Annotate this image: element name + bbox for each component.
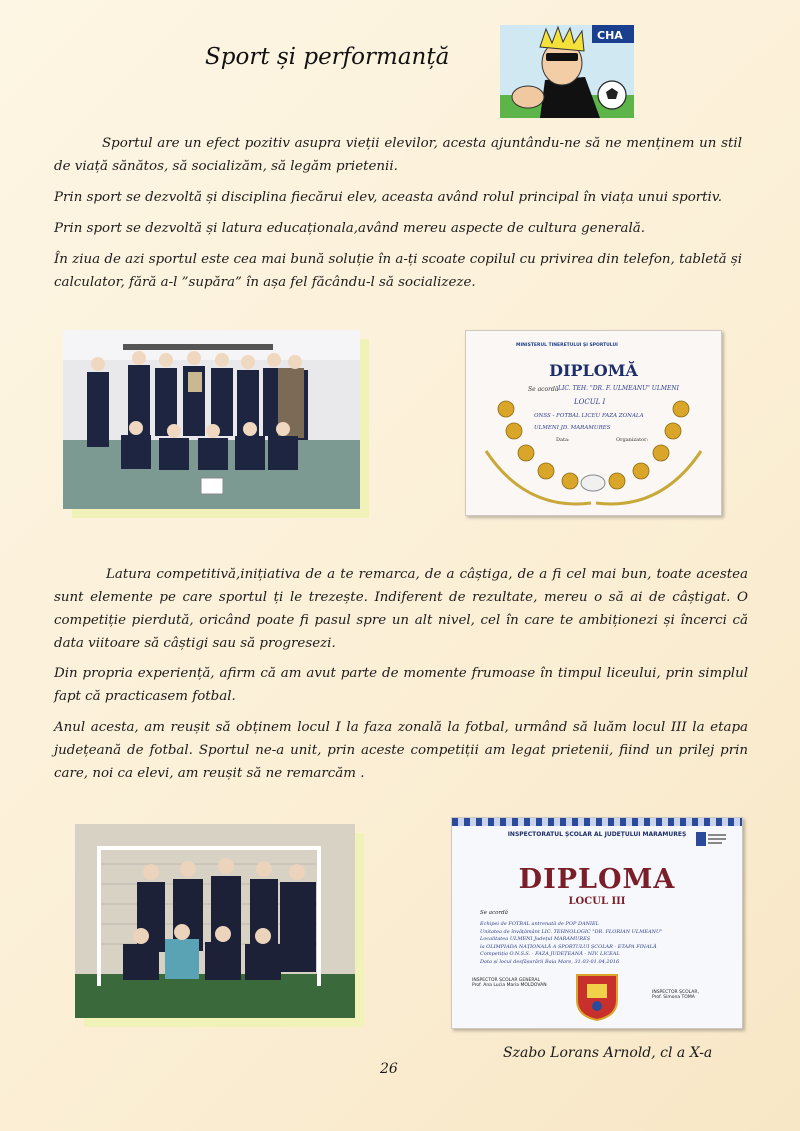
paragraph-1: Sportul are un efect pozitiv asupra vieții elevilor, acesta ajuntându-ne să ne menținem un stil de viață sănătos, să socializăm, să legăm prietenii. (54, 136, 742, 174)
diploma2-row: la OLIMPIADA NAȚIONALĂ A SPORTULUI ȘCOLAR - ETAPA FINALĂ (480, 943, 657, 950)
diploma1-awarded: Se acordă (528, 386, 559, 393)
page-number: 26 (380, 1061, 398, 1077)
paragraph-7: Anul acesta, am reușit să obținem locul I la faza zonală la fotbal, urmând să luăm locul III la etapa județeană de fotbal. Sportul ne-a unit, prin aceste competiții am legat prietenii, fiind un prilej prin care, noi ca elevi, am reușit să ne remarcăm . (54, 720, 748, 781)
diploma2-row: Localitatea ULMENI Județul MARAMUREȘ (480, 936, 591, 942)
county-coat-of-arms-icon (572, 970, 622, 1022)
paragraph-4: În ziua de azi sportul este cea mai bună soluție în a-ți scoate copilul cu privirea din telefon, tabletă și calculator, fără a-l ”supăra” în așa fel făcându-l să socializeze. (54, 252, 742, 290)
diploma2-details (480, 921, 720, 966)
ministry-logo-icon (696, 832, 726, 850)
right-sign-title: INSPECTOR ȘCOLAR, (652, 990, 699, 995)
team-photo-2 (75, 824, 355, 1018)
diploma2-row: Competiția O.N.S.S. - FAZA JUDEȚEANĂ - NIV. LICEAL (480, 951, 620, 957)
diploma1-header: MINISTERUL TINERETULUI ȘI SPORTULUI (516, 343, 618, 348)
diploma2-title: DIPLOMA (518, 864, 676, 895)
diploma1-title: DIPLOMĂ (549, 361, 638, 380)
diploma2-awarded: Se acordă (480, 910, 508, 916)
diploma2-row: Echipei de FOTBAL antrenată de POP DANIEL (480, 921, 599, 927)
left-sign-title: INSPECTOR ȘCOLAR GENERAL (472, 978, 540, 983)
diploma-zonal (465, 330, 722, 516)
diploma2-row: Unitatea de învățământ LIC. TEHNOLOGIC "DR. FLORIAN ULMEANU" (480, 928, 663, 935)
diploma1-organizer-label: Organizator: (616, 437, 649, 443)
left-sign-name: Prof. Ana Lucia Maria MOLDOVAN (472, 983, 547, 988)
banner-text: CHA (597, 29, 623, 42)
diploma2-left-sign (472, 978, 547, 988)
paragraph-5: Latura competitivă,inițiativa de a te remarca, de a câștiga, de a fi cel mai bun, toate acestea sunt elemente pe care sportul ți le trezește. Indiferent de rezultate, mereu o să ai de câștigat. O competiție pierdută, oricând poate fi pasul spre un alt nivel, cel în care te ambiționezi și încerci că data viitoare să câștigi sau să progresezi. (54, 567, 748, 651)
article-author: Szabo Lorans Arnold, cl a X-a (503, 1045, 713, 1061)
diploma1-location: ULMENI JD. MARAMURES (534, 425, 611, 431)
diploma2-place: LOCUL III (568, 896, 626, 907)
cartoon-player-image (500, 25, 634, 118)
paragraph-3: Prin sport se dezvoltă și latura educaționala,având mereu aspecte de cultura generală. (54, 221, 646, 236)
diploma1-date-label: Data: (556, 437, 570, 443)
diploma1-event: ONSS - FOTBAL LICEU FAZA ZONALA (534, 413, 644, 419)
diploma2-header: INSPECTORATUL ȘCOLAR AL JUDEȚULUI MARAMUREȘ (507, 831, 687, 838)
page-title: Sport și performanță (205, 44, 450, 70)
diploma1-place: LOCUL I (574, 398, 606, 406)
paragraph-6: Din propria experiență, afirm că am avut parte de momente frumoase în timpul liceului, prin simplul fapt că practicasem fotbal. (54, 666, 748, 704)
diploma-county (451, 817, 743, 1029)
diploma2-row: Data și locul desfășurării Baia Mare, 31.03-01.04.2016 (480, 958, 620, 965)
diploma2-right-sign (652, 990, 699, 1000)
right-sign-name: Prof. Simona TOMA (652, 995, 695, 1000)
paragraph-2: Prin sport se dezvoltă și disciplina fiecărui elev, aceasta având rolul principal în viața unui sportiv. (54, 190, 723, 205)
team-photo-1 (63, 330, 360, 509)
diploma1-school: LIC. TEH. "DR. F. ULMEANU" ULMENI (558, 385, 679, 392)
